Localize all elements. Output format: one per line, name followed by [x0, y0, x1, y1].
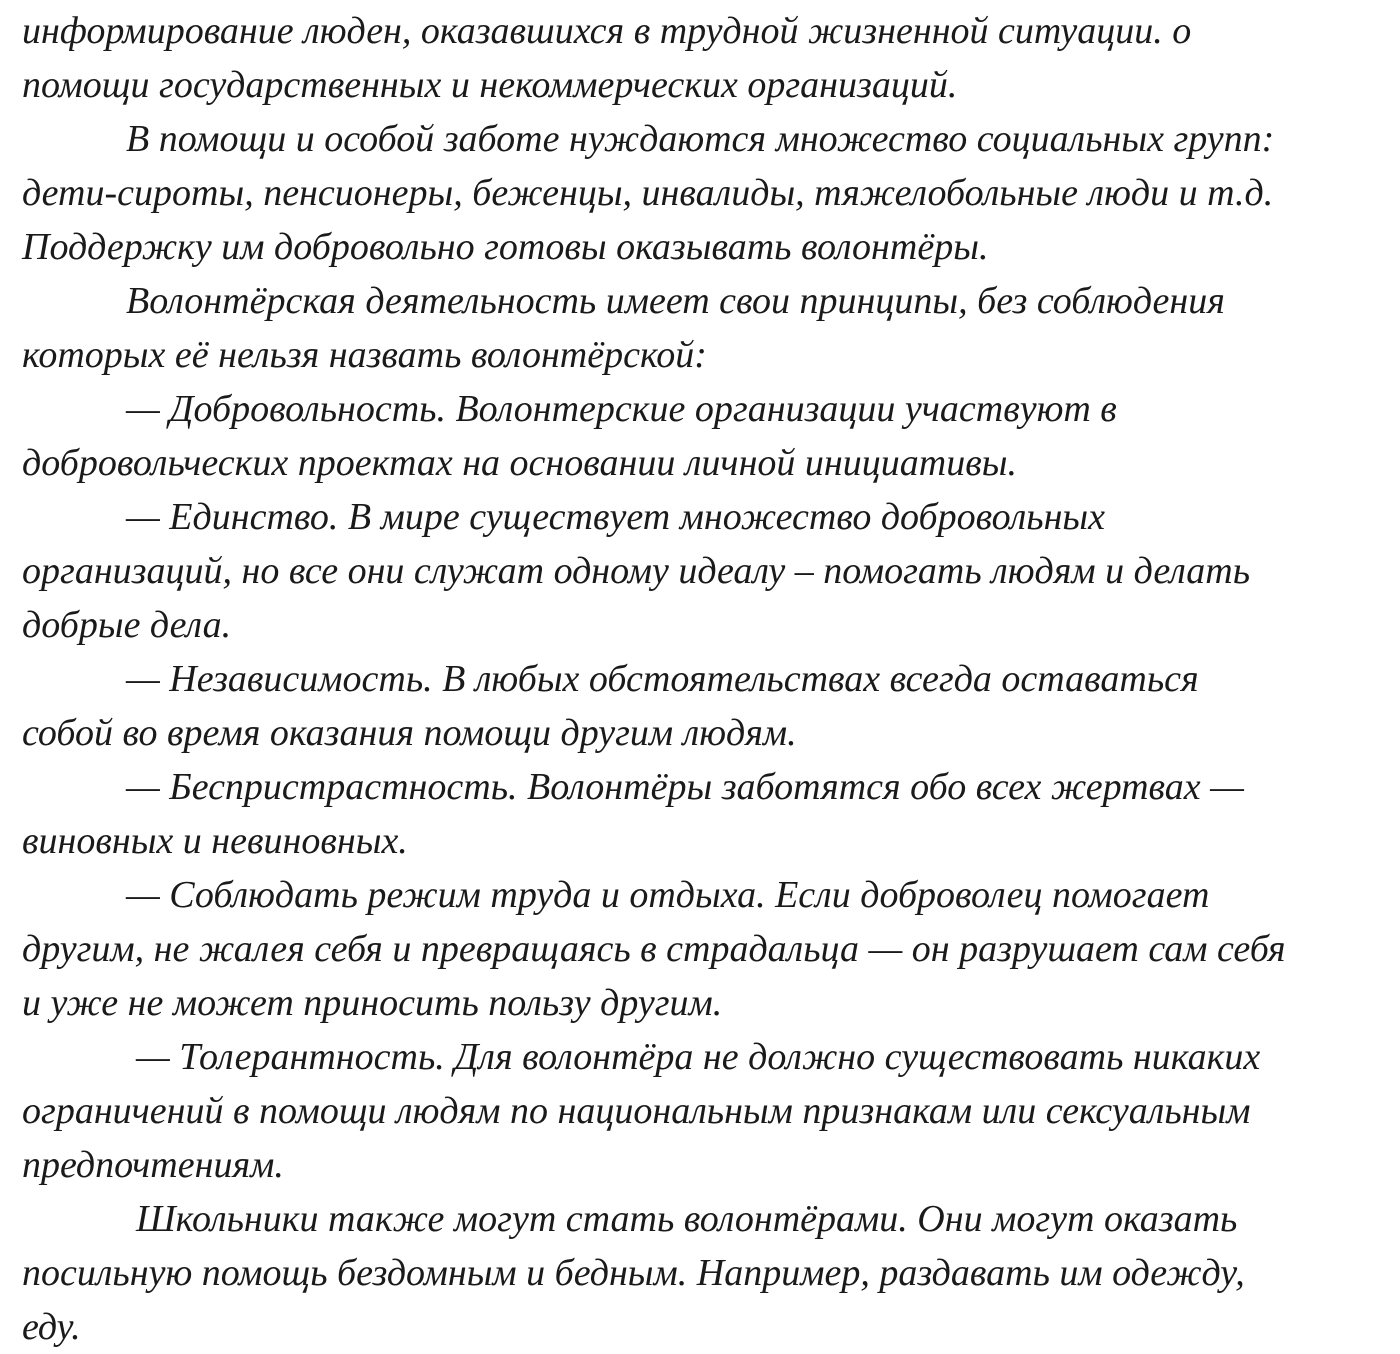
text-line: виновных и невиновных.: [22, 820, 408, 862]
text-line: и уже не может приносить пользу другим.: [22, 982, 723, 1024]
text-line: Поддержку им добровольно готовы оказывать волонтёры.: [22, 226, 989, 268]
text-line: добрые дела.: [22, 604, 232, 646]
text-line: ограничений в помощи людям по национальным признакам или сексуальным: [22, 1090, 1251, 1132]
text-line: дети-сироты, пенсионеры, беженцы, инвалиды, тяжелобольные люди и т.д.: [22, 172, 1274, 214]
text-line: Школьники также могут стать волонтёрами. Они могут оказать: [136, 1198, 1238, 1240]
text-line: которых её нельзя назвать волонтёрской:: [22, 334, 707, 376]
text-line: — Толерантность. Для волонтёра не должно существовать никаких: [136, 1036, 1261, 1078]
text-line: еду.: [22, 1306, 81, 1348]
text-line: В помощи и особой заботе нуждаются множество социальных групп:: [126, 118, 1275, 160]
text-line: — Соблюдать режим труда и отдыха. Если доброволец помогает: [126, 874, 1210, 916]
text-line: посильную помощь бездомным и бедным. Например, раздавать им одежду,: [22, 1252, 1245, 1294]
text-line: — Беспристрастность. Волонтёры заботятся обо всех жертвах —: [126, 766, 1244, 808]
text-line: помощи государственных и некоммерческих организаций.: [22, 64, 958, 106]
text-line: Волонтёрская деятельность имеет свои принципы, без соблюдения: [126, 280, 1225, 322]
text-line: — Единство. В мире существует множество добровольных: [126, 496, 1106, 538]
text-line: организаций, но все они служат одному идеалу – помогать людям и делать: [22, 550, 1251, 592]
text-line: добровольческих проектах на основании личной инициативы.: [22, 442, 1017, 484]
text-line: — Добровольность. Волонтерские организации участвуют в: [126, 388, 1117, 430]
text-line: предпочтениям.: [22, 1144, 284, 1186]
text-line: другим, не жалея себя и превращаясь в страдальца — он разрушает сам себя: [22, 928, 1286, 970]
text-line: собой во время оказания помощи другим людям.: [22, 712, 797, 754]
text-line: информирование люден, оказавшихся в трудной жизненной ситуации. о: [22, 10, 1192, 52]
document-page: [22, 4, 1392, 1354]
text-line: — Независимость. В любых обстоятельствах всегда оставаться: [126, 658, 1199, 700]
